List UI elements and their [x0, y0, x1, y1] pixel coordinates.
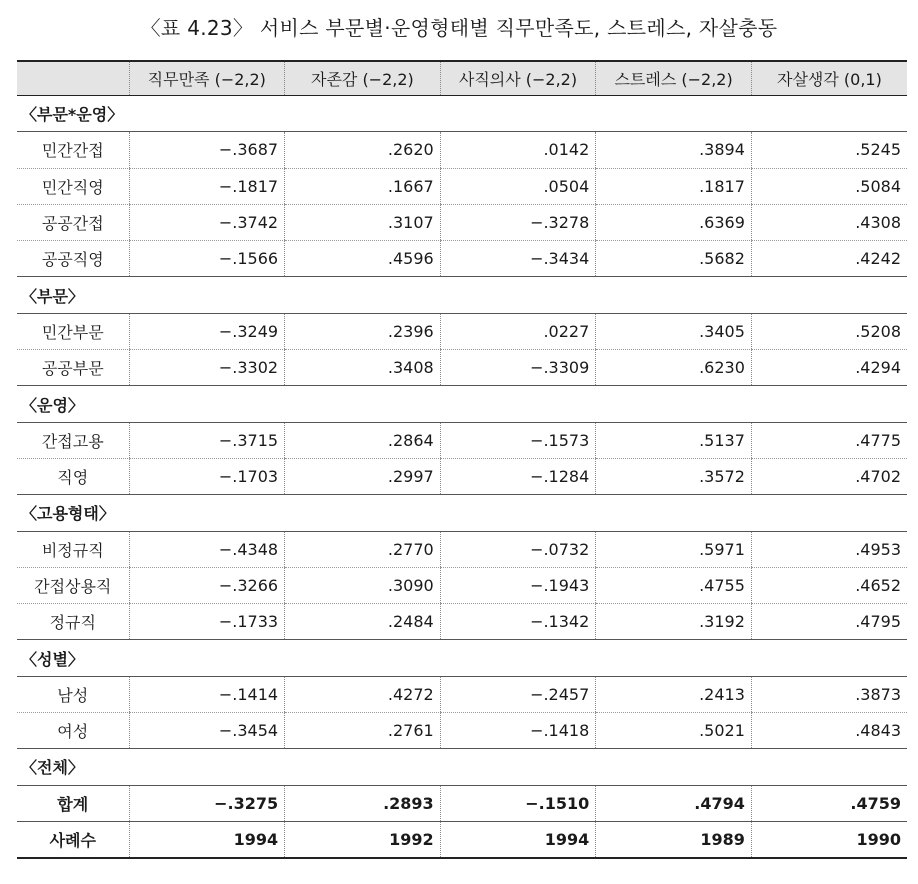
section-header-row [17, 386, 907, 422]
value-cell: 1989 [596, 821, 752, 858]
value-cell: .4294 [751, 350, 907, 386]
value-cell: .0504 [440, 168, 596, 204]
value-cell: .5245 [751, 132, 907, 168]
table-row [17, 713, 907, 749]
value-cell: .2484 [285, 604, 441, 640]
value-cell: −.3278 [440, 204, 596, 240]
value-cell: −.3309 [440, 350, 596, 386]
value-cell: −.1703 [129, 458, 285, 494]
table-row [17, 204, 907, 240]
row-label: 민간직영 [17, 168, 129, 204]
value-cell: .4843 [751, 713, 907, 749]
section-header-row [17, 640, 907, 676]
table-row [17, 676, 907, 712]
header-cell: 자살생각 (0,1) [751, 61, 907, 96]
value-cell: −.3434 [440, 241, 596, 277]
header-cell: 자존감 (−2,2) [285, 61, 441, 96]
section-header-row [17, 96, 907, 132]
value-cell: .2396 [285, 313, 441, 349]
value-cell: .3572 [596, 458, 752, 494]
header-row [17, 61, 907, 96]
section-header-row [17, 495, 907, 531]
value-cell: −.1414 [129, 676, 285, 712]
value-cell: .4759 [751, 785, 907, 821]
row-label: 민간간접 [17, 132, 129, 168]
value-cell: .2893 [285, 785, 441, 821]
survey-table [17, 60, 907, 859]
section-title: 〈성별〉 [17, 640, 907, 676]
value-cell: .4702 [751, 458, 907, 494]
value-cell: .3107 [285, 204, 441, 240]
row-label: 간접고용 [17, 422, 129, 458]
row-label: 간접상용직 [17, 567, 129, 603]
table-row [17, 313, 907, 349]
value-cell: −.1817 [129, 168, 285, 204]
table-row [17, 168, 907, 204]
value-cell: .3873 [751, 676, 907, 712]
value-cell: .6230 [596, 350, 752, 386]
row-label: 비정규직 [17, 531, 129, 567]
header-cell [17, 61, 129, 96]
value-cell: .5682 [596, 241, 752, 277]
value-cell: .4755 [596, 567, 752, 603]
value-cell: −.1284 [440, 458, 596, 494]
section-title: 〈전체〉 [17, 749, 907, 785]
value-cell: .4596 [285, 241, 441, 277]
row-label: 공공부문 [17, 350, 129, 386]
table-row [17, 821, 907, 858]
value-cell: .5137 [596, 422, 752, 458]
value-cell: −.1418 [440, 713, 596, 749]
value-cell: −.3249 [129, 313, 285, 349]
table-caption: 〈표 4.23〉 서비스 부문별·운영형태별 직무만족도, 스트레스, 자살충동 [140, 16, 778, 40]
table-row [17, 458, 907, 494]
section-header-row [17, 277, 907, 313]
value-cell: .2864 [285, 422, 441, 458]
value-cell: .0142 [440, 132, 596, 168]
row-label: 여성 [17, 713, 129, 749]
section-header-row [17, 749, 907, 785]
table-row [17, 132, 907, 168]
value-cell: .2761 [285, 713, 441, 749]
value-cell: .5208 [751, 313, 907, 349]
value-cell: .4794 [596, 785, 752, 821]
row-label: 공공간접 [17, 204, 129, 240]
table-row [17, 785, 907, 821]
value-cell: .5971 [596, 531, 752, 567]
value-cell: −.3742 [129, 204, 285, 240]
row-label: 공공직영 [17, 241, 129, 277]
value-cell: .6369 [596, 204, 752, 240]
value-cell: −.1943 [440, 567, 596, 603]
value-cell: .4308 [751, 204, 907, 240]
value-cell: .2413 [596, 676, 752, 712]
value-cell: .3408 [285, 350, 441, 386]
value-cell: 1990 [751, 821, 907, 858]
section-title: 〈부문〉 [17, 277, 907, 313]
value-cell: .0227 [440, 313, 596, 349]
table-row [17, 531, 907, 567]
value-cell: .4953 [751, 531, 907, 567]
header-cell: 사직의사 (−2,2) [440, 61, 596, 96]
value-cell: −.3266 [129, 567, 285, 603]
value-cell: −.3454 [129, 713, 285, 749]
value-cell: −.1733 [129, 604, 285, 640]
section-title: 〈운영〉 [17, 386, 907, 422]
value-cell: .2620 [285, 132, 441, 168]
value-cell: −.1342 [440, 604, 596, 640]
value-cell: .2770 [285, 531, 441, 567]
value-cell: .3090 [285, 567, 441, 603]
value-cell: −.3715 [129, 422, 285, 458]
table-row [17, 241, 907, 277]
value-cell: .1817 [596, 168, 752, 204]
value-cell: −.3687 [129, 132, 285, 168]
row-label: 사례수 [17, 821, 129, 858]
table-row [17, 350, 907, 386]
row-label: 합계 [17, 785, 129, 821]
row-label: 직영 [17, 458, 129, 494]
value-cell: −.2457 [440, 676, 596, 712]
value-cell: .1667 [285, 168, 441, 204]
row-label: 정규직 [17, 604, 129, 640]
section-title: 〈고용형태〉 [17, 495, 907, 531]
value-cell: .3405 [596, 313, 752, 349]
value-cell: .3894 [596, 132, 752, 168]
value-cell: .5084 [751, 168, 907, 204]
header-cell: 직무만족 (−2,2) [129, 61, 285, 96]
value-cell: −.1573 [440, 422, 596, 458]
table-row [17, 567, 907, 603]
value-cell: .2997 [285, 458, 441, 494]
table-row [17, 422, 907, 458]
row-label: 남성 [17, 676, 129, 712]
value-cell: −.1510 [440, 785, 596, 821]
value-cell: −.1566 [129, 241, 285, 277]
value-cell: −.0732 [440, 531, 596, 567]
value-cell: .4775 [751, 422, 907, 458]
value-cell: .4242 [751, 241, 907, 277]
value-cell: −.4348 [129, 531, 285, 567]
value-cell: 1994 [129, 821, 285, 858]
header-cell: 스트레스 (−2,2) [596, 61, 752, 96]
table-row [17, 604, 907, 640]
value-cell: .5021 [596, 713, 752, 749]
table-body [17, 96, 907, 859]
value-cell: −.3302 [129, 350, 285, 386]
value-cell: .4272 [285, 676, 441, 712]
value-cell: .3192 [596, 604, 752, 640]
value-cell: −.3275 [129, 785, 285, 821]
value-cell: .4795 [751, 604, 907, 640]
value-cell: 1994 [440, 821, 596, 858]
row-label: 민간부문 [17, 313, 129, 349]
value-cell: .4652 [751, 567, 907, 603]
value-cell: 1992 [285, 821, 441, 858]
section-title: 〈부문*운영〉 [17, 96, 907, 132]
